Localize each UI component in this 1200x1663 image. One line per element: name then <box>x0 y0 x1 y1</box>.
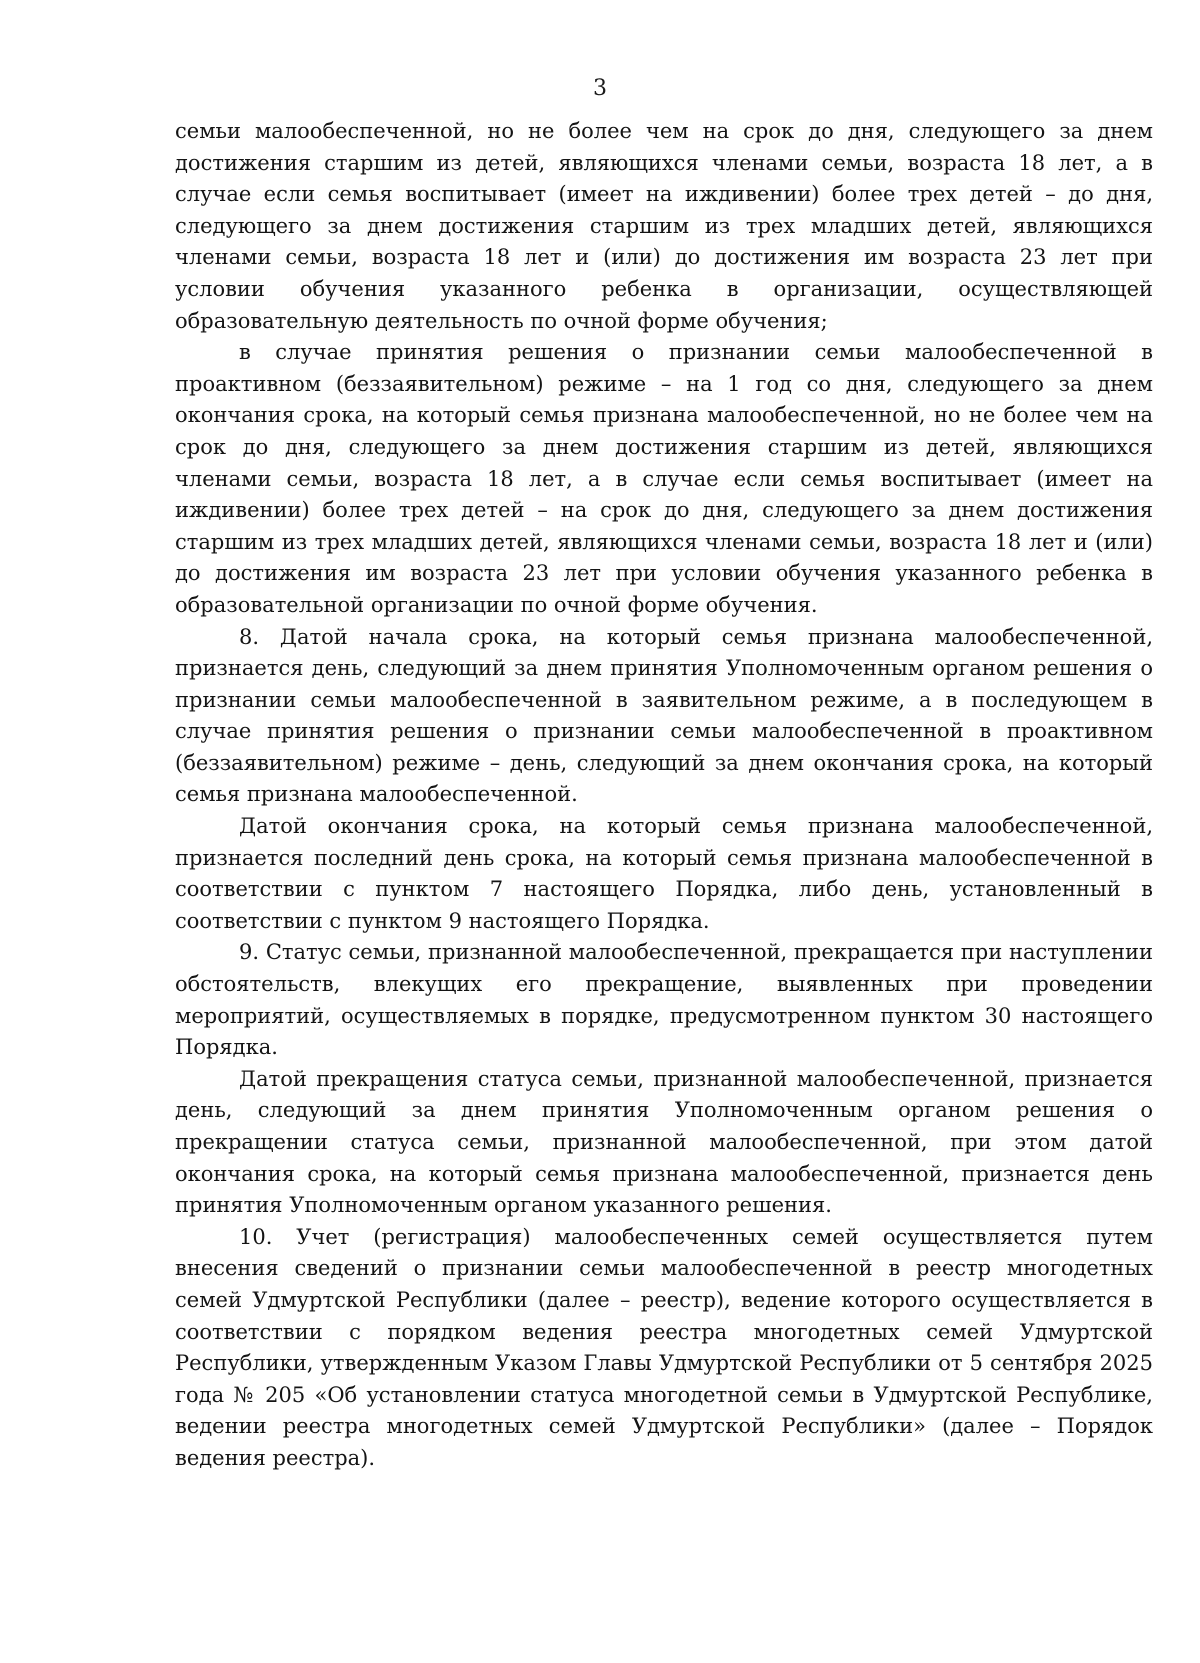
paragraph-5: 9. Статус семьи, признанной малообеспеченной, прекращается при наступлении обстоятельств, влекущих его прекращение, выявленных при проведении мероприятий, осуществляемых в порядке, предусмотренном пунктом 30 настоящего Порядка. <box>175 940 1153 1060</box>
paragraph-4: Датой окончания срока, на который семья признана малообеспеченной, признается последний день срока, на который семья признана малообеспеченной в соответствии с пунктом 7 настоящего Порядка, либо день, установленный в соответствии с пунктом 9 настоящего Порядка. <box>175 814 1153 933</box>
paragraph-6: Датой прекращения статуса семьи, признанной малообеспеченной, признается день, следующий за днем принятия Уполномоченным органом решения о прекращении статуса семьи, признанной малообеспеченной, при этом датой окончания срока, на который семья признана малообеспеченной, признается день принятия Уполномоченным органом указанного решения. <box>175 1066 1153 1218</box>
paragraph-1: семьи малообеспеченной, но не более чем на срок до дня, следующего за днем достижения старшим из детей, являющихся членами семьи, возраста 18 лет, а в случае если семья воспитывает (имеет на иждивении) более трех детей – до дня, следующего за днем достижения старшим из трех младших детей, являющихся членами семьи, возраста 18 лет и (или) до достижения им возраста 23 лет при условии обучения указанного ребенка в организации, осуществляющей образовательную деятельность по очной форме обучения; <box>175 119 1153 333</box>
paragraph-3: 8. Датой начала срока, на который семья признана малообеспеченной, признается день, следующий за днем принятия Уполномоченным органом решения о признании семьи малообеспеченной в заявительном режиме, а в последующем в случае принятия решения о признании семьи малообеспеченной в проактивном (беззаявительном) режиме – день, следующий за днем окончания срока, на который семья признана малообеспеченной. <box>175 624 1153 807</box>
paragraph-2: в случае принятия решения о признании семьи малообеспеченной в проактивном (беззаявительном) режиме – на 1 год со дня, следующего за днем окончания срока, на который семья признана малообеспеченной, но не более чем на срок до дня, следующего за днем достижения старшим из детей, являющихся членами семьи, возраста 18 лет, а в случае если семья воспитывает (имеет на иждивении) более трех детей – на срок до дня, следующего за днем достижения старшим из трех младших детей, являющихся членами семьи, возраста 18 лет и (или) до достижения им возраста 23 лет при условии обучения указанного ребенка в образовательной организации по очной форме обучения. <box>175 340 1153 617</box>
paragraph-7: 10. Учет (регистрация) малообеспеченных семей осуществляется путем внесения сведений о признании семьи малообеспеченной в реестр многодетных семей Удмуртской Республики (далее – реестр), ведение которого осуществляется в соответствии с порядком ведения реестра многодетных семей Удмуртской Республики, утвержденным Указом Главы Удмуртской Республики от 5 сентября 2025 года № 205 «Об установлении статуса многодетной семьи в Удмуртской Республике, ведении реестра многодетных семей Удмуртской Республики» (далее – Порядок ведения реестра). <box>175 1224 1153 1470</box>
document-body <box>175 116 1153 1475</box>
page-number: 3 <box>593 76 607 101</box>
